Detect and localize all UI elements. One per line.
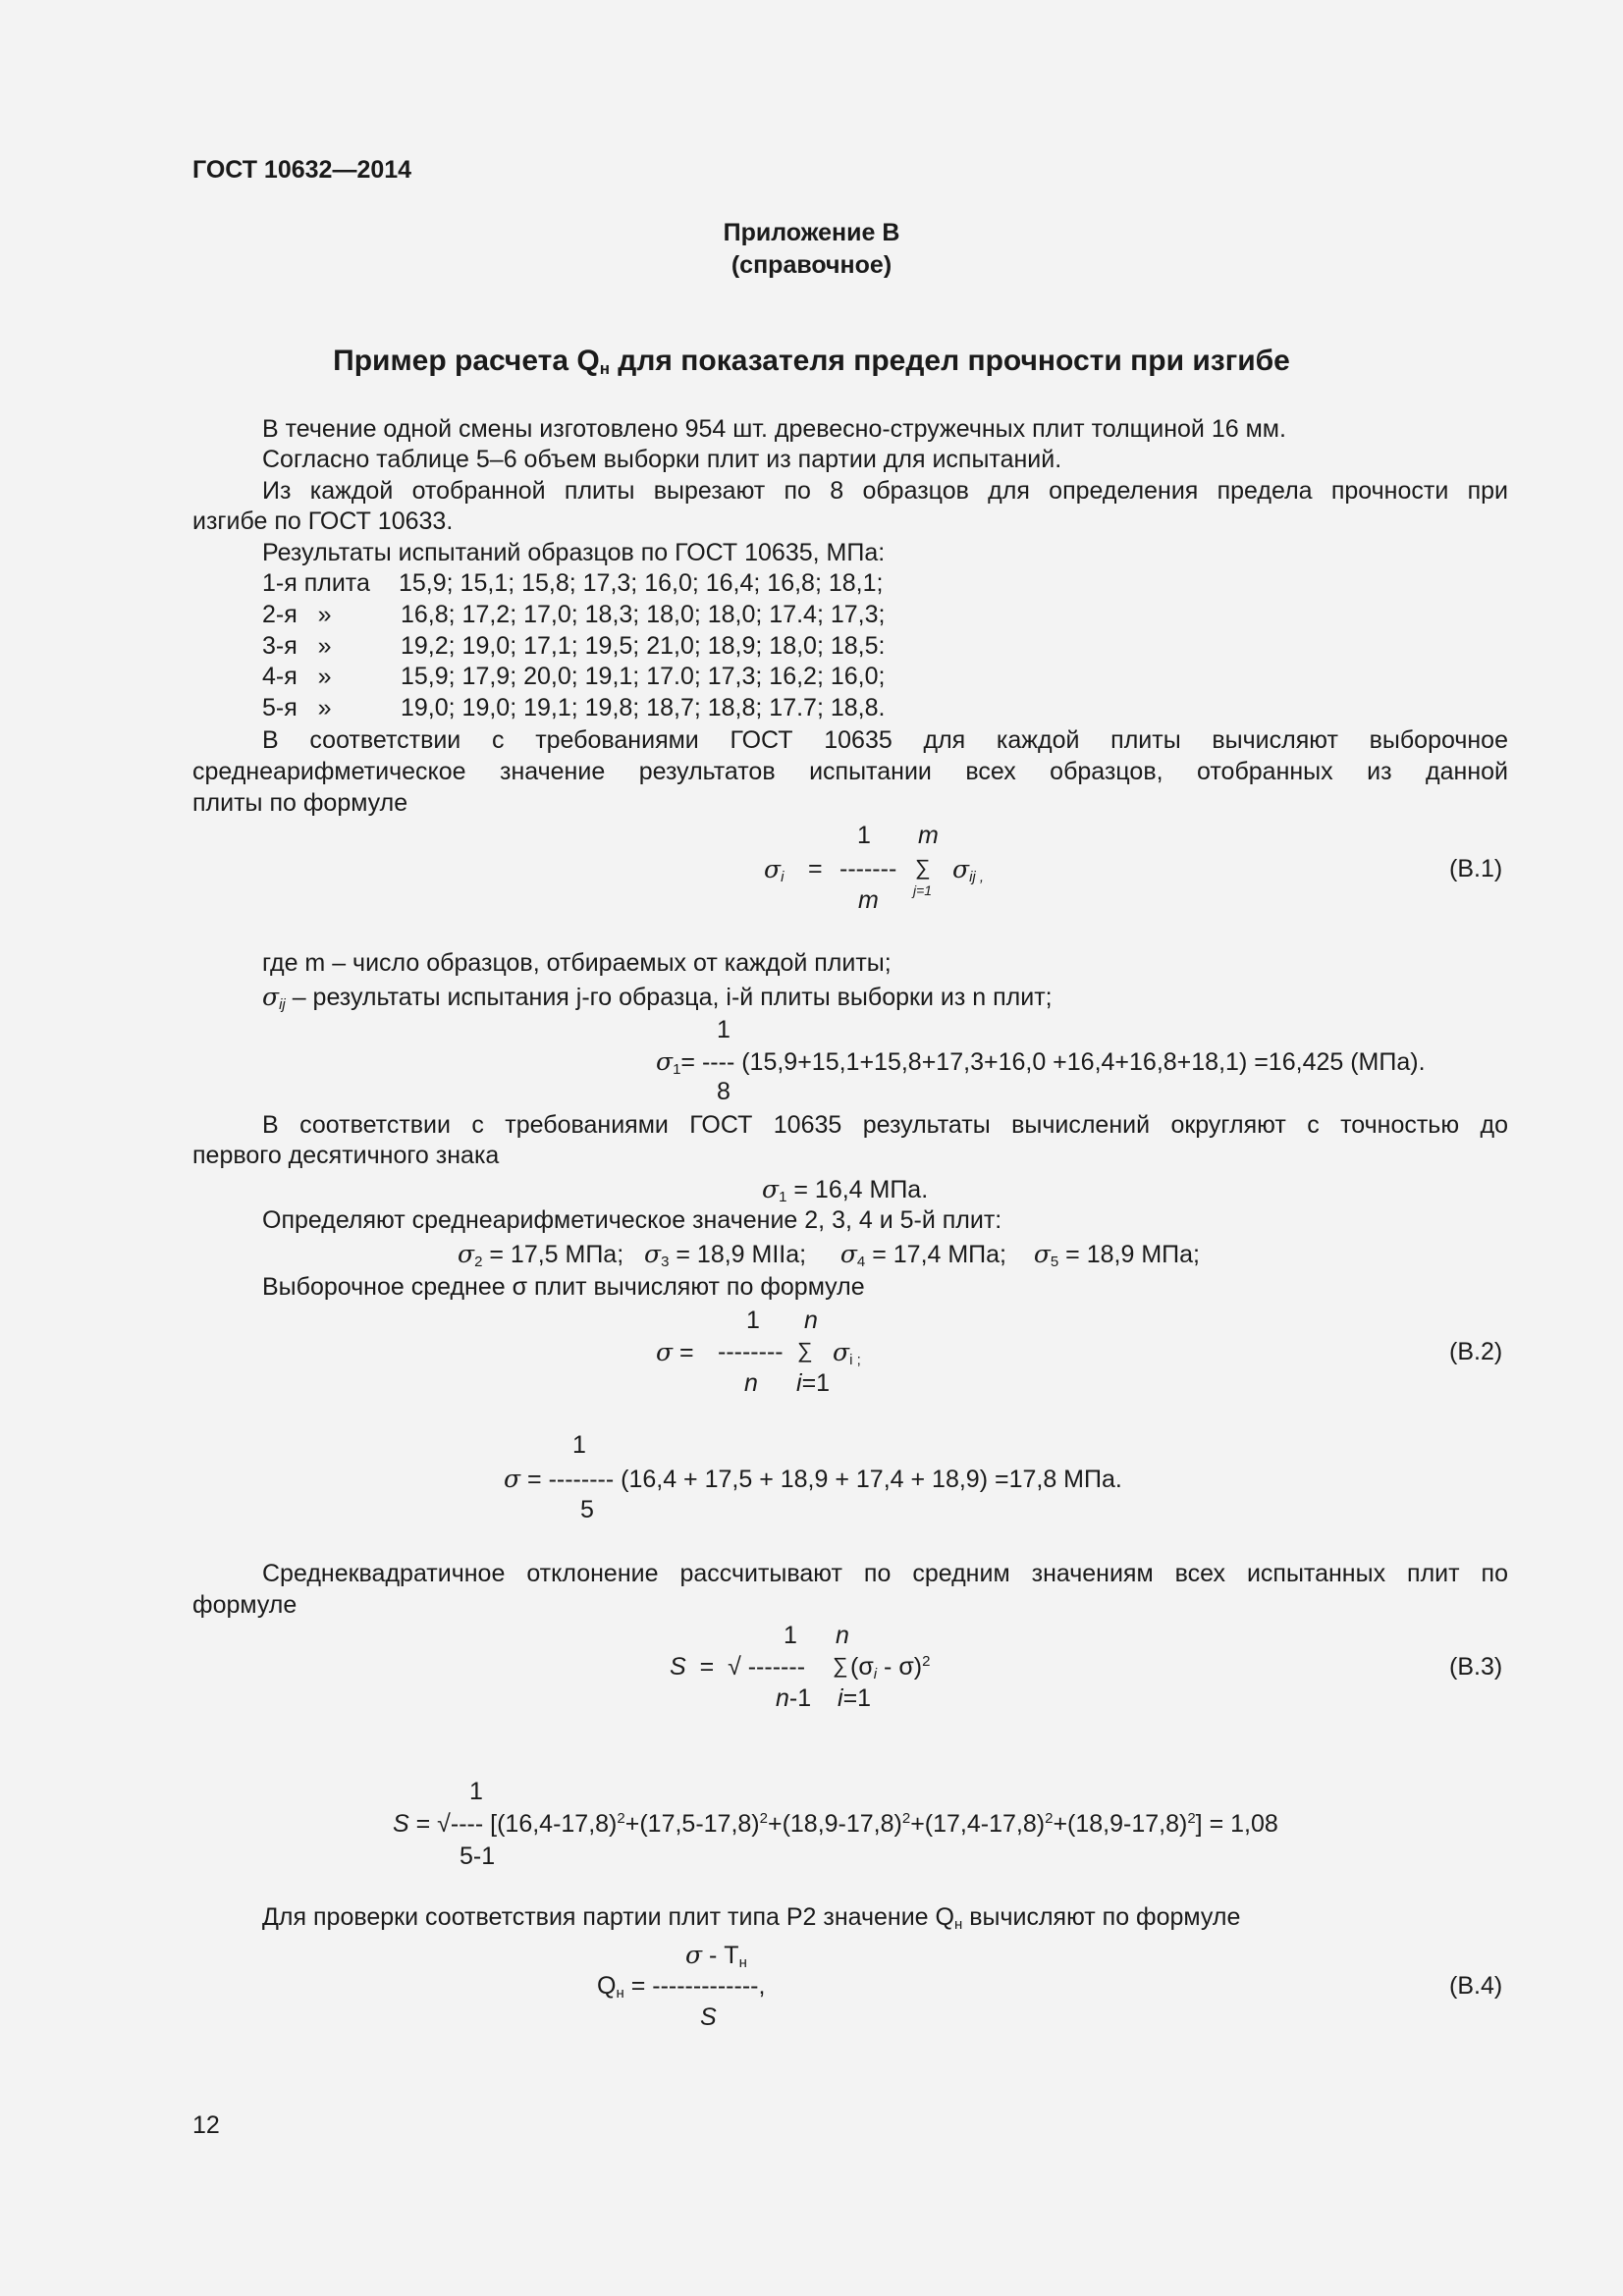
formula-numerator: 1 bbox=[746, 1307, 760, 1334]
formula-term: $\sigma_{ij ,}$ bbox=[952, 855, 985, 885]
formula-body: $Q_н$ = -------------, bbox=[597, 1972, 766, 2002]
where-m: где m – число образцов, отбираемых от каждой плиты; bbox=[262, 949, 892, 977]
formula-denominator: n-1 bbox=[776, 1684, 812, 1712]
formula-fraction-bar: ------- bbox=[839, 855, 897, 882]
sum-icon: ∑ bbox=[833, 1653, 848, 1678]
sigma-others bbox=[458, 1239, 1200, 1270]
appendix-type: (справочное) bbox=[730, 251, 893, 279]
formula-numerator: 1 bbox=[469, 1778, 483, 1805]
formula-body: S = √---- $[(16,4-17,8)^2+(17,5-17,8)^2+(18,9-17,8)^2+(17,4-17,8)^2+(18,9-17,8)^2] = 1,08$ bbox=[393, 1810, 1278, 1838]
formula-sum-top: n bbox=[836, 1622, 849, 1649]
sigma2: $\sigma_2 = 17,5$ МПа; bbox=[458, 1240, 624, 1270]
formula-denominator: 5-1 bbox=[460, 1842, 496, 1870]
formula-lhs: σ = bbox=[656, 1338, 694, 1366]
formula-denominator: 8 bbox=[717, 1078, 730, 1105]
result-values: 15,9; 15,1; 15,8; 17,3; 16,0; 16,4; 16,8; 18,1; bbox=[399, 569, 884, 597]
result-label: 1-я плита bbox=[262, 569, 370, 597]
paragraph-results-intro: Результаты испытаний образцов по ГОСТ 10635, МПа: bbox=[262, 539, 886, 566]
formula-denominator: S bbox=[700, 2003, 717, 2031]
formula-body: σ = -------- (16,4 + 17,5 + 18,9 + 17,4 + 18,9) =17,8 МПа. bbox=[504, 1465, 1122, 1493]
formula-numerator: 1 bbox=[784, 1622, 797, 1649]
formula-label: (В.3) bbox=[1449, 1653, 1503, 1681]
appendix-title: Приложение В bbox=[723, 219, 900, 246]
formula-numerator: σ - $Т_н$ bbox=[685, 1941, 747, 1971]
formula-term: $\sigma_{i ;}$ bbox=[833, 1338, 861, 1368]
result-label: 4-я » bbox=[262, 663, 332, 690]
sigma3: $\sigma_3 = 18,9$ МIIа; bbox=[644, 1240, 807, 1270]
paragraph-rounding-1: В соответствии с требованиями ГОСТ 10635 результаты вычислений округляют с точностью до bbox=[262, 1111, 1508, 1139]
doc-code: ГОСТ 10632—2014 bbox=[192, 156, 412, 184]
formula-label: (В.1) bbox=[1449, 855, 1503, 882]
formula-sum-bottom: i=1 bbox=[796, 1369, 831, 1397]
formula-numerator: 1 bbox=[572, 1431, 586, 1459]
result-values: 16,8; 17,2; 17,0; 18,3; 18,0; 18,0; 17.4; 17,3; bbox=[401, 601, 886, 628]
paragraph-others: Определяют среднеарифметическое значение 2, 3, 4 и 5-й плит: bbox=[262, 1206, 1002, 1234]
paragraph-mean-3: плиты по формуле bbox=[192, 789, 408, 817]
formula-sum-bottom: i=1 bbox=[838, 1684, 872, 1712]
section-title: Пример расчета $Q_н$ для показателя предел прочности при изгибе bbox=[333, 345, 1290, 378]
sum-icon: ∑ bbox=[797, 1338, 813, 1362]
formula-numerator: 1 bbox=[717, 1016, 730, 1043]
formula-label: (В.4) bbox=[1449, 1972, 1503, 2000]
formula-sum-bottom: j=1 bbox=[913, 882, 933, 898]
paragraph-specimens-cont: изгибе по ГОСТ 10633. bbox=[192, 507, 454, 535]
sum-icon: ∑ bbox=[915, 855, 931, 880]
formula-numerator: 1 bbox=[857, 822, 871, 849]
formula-denominator: 5 bbox=[580, 1496, 594, 1523]
formula-fraction-bar: -------- bbox=[718, 1338, 784, 1365]
paragraph-mean-2: среднеарифметическое значение результатов испытании всех образцов, отобранных из данной bbox=[192, 758, 1508, 785]
paragraph-rounding-2: первого десятичного знака bbox=[192, 1142, 500, 1169]
result-label: 2-я » bbox=[262, 601, 332, 628]
paragraph-std-1: Среднеквадратичное отклонение рассчитывают по средним значениям всех испытанных плит по bbox=[262, 1560, 1508, 1587]
sigma4: $\sigma_4 = 17,4$ МПа; bbox=[839, 1240, 1007, 1270]
formula-label: (В.2) bbox=[1449, 1338, 1503, 1365]
formula-denominator: n bbox=[744, 1369, 758, 1397]
formula-sum-top: m bbox=[918, 822, 939, 849]
formula-eq: = bbox=[808, 855, 823, 882]
paragraph-qn: Для проверки соответствия партии плит типа Р2 значение $Q_н$ вычисляют по формуле bbox=[262, 1903, 1241, 1933]
result-values: 15,9; 17,9; 20,0; 19,1; 17.0; 17,3; 16,2; 16,0; bbox=[401, 663, 886, 690]
result-values: 19,0; 19,0; 19,1; 19,8; 18,7; 18,8; 17.7; 18,8. bbox=[401, 694, 886, 721]
result-values: 19,2; 19,0; 17,1; 19,5; 21,0; 18,9; 18,0; 18,5: bbox=[401, 632, 886, 660]
result-label: 3-я » bbox=[262, 632, 332, 660]
formula-sum-top: n bbox=[804, 1307, 818, 1334]
paragraph-production: В течение одной смены изготовлено 954 шт. древесно-стружечных плит толщиной 16 мм. bbox=[262, 415, 1286, 443]
paragraph-std-2: формуле bbox=[192, 1591, 298, 1619]
sigma1-rounded: $\sigma_1 = 16,4$ МПа. bbox=[762, 1175, 929, 1205]
paragraph-specimens: Из каждой отобранной плиты вырезают по 8 образцов для определения предела прочности при bbox=[262, 477, 1508, 505]
paragraph-sample-mean: Выборочное среднее σ плит вычисляют по формуле bbox=[262, 1273, 865, 1301]
paragraph-sample-size: Согласно таблице 5–6 объем выборки плит из партии для испытаний. bbox=[262, 446, 1062, 473]
formula-term: $(\sigma_i - \sigma)^2$ bbox=[850, 1653, 931, 1682]
formula-lhs: S = √ ------- bbox=[670, 1653, 806, 1681]
result-label: 5-я » bbox=[262, 694, 332, 721]
formula-denominator: m bbox=[858, 886, 879, 914]
formula-body: $\sigma_1=$ ---- (15,9+15,1+15,8+17,3+16,0 +16,4+16,8+18,1) =16,425 (МПа). bbox=[656, 1047, 1426, 1078]
paragraph-mean-1: В соответствии с требованиями ГОСТ 10635 для каждой плиты вычисляют выборочное bbox=[262, 726, 1508, 754]
where-sigma-ij: $\sigma_{ij}$ – результаты испытания j-го образца, i-й плиты выборки из n плит; bbox=[262, 983, 1053, 1013]
page-number: 12 bbox=[192, 2111, 220, 2139]
formula-lhs: $\sigma_i$ bbox=[764, 855, 784, 885]
sigma5: $\sigma_5 = 18,9$ МПа; bbox=[1033, 1240, 1200, 1270]
